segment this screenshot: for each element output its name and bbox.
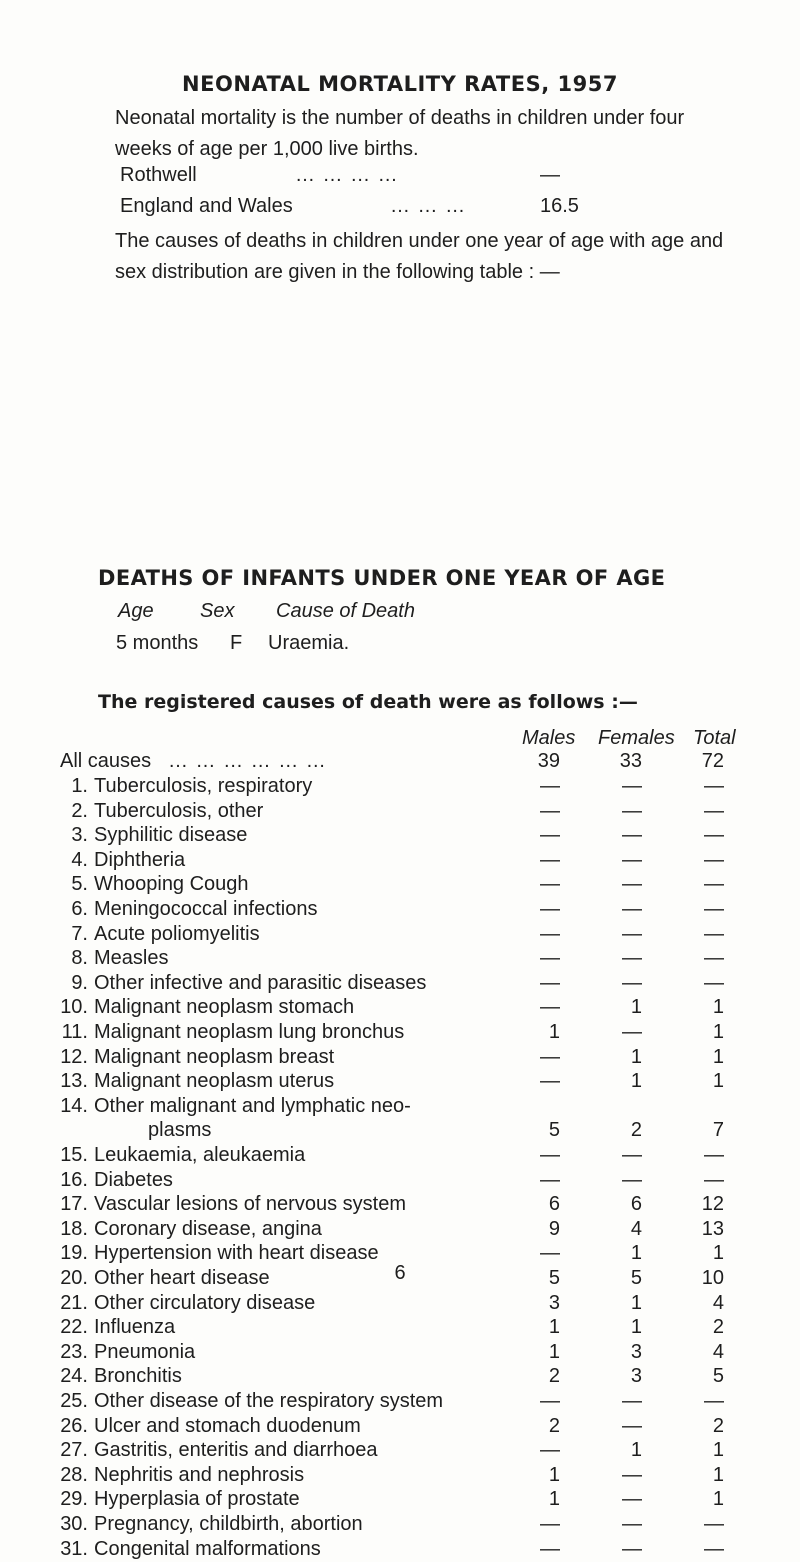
row-number: 18. (60, 1217, 88, 1240)
cell-males: — (540, 848, 560, 871)
cause-label: Ulcer and stomach duodenum (94, 1414, 361, 1437)
cause-label: Other infective and parasitic diseases (94, 971, 427, 994)
cell-females: — (622, 1463, 642, 1486)
cell-females: — (622, 1021, 642, 1043)
cell-males: — (540, 824, 560, 847)
cell-females: 3 (630, 1365, 642, 1388)
col-females: Females (598, 727, 675, 749)
row-number: 4. (71, 848, 88, 871)
cell-males: — (540, 1390, 560, 1412)
cause-label: Gastritis, enteritis and diarrhoea (94, 1439, 378, 1462)
all-causes-label: All causes (60, 750, 152, 772)
page-title: NEONATAL MORTALITY RATES, 1957 (182, 72, 618, 96)
registered-heading: The registered causes of death were as follows :— (98, 691, 638, 713)
col-cause: Cause of Death (276, 600, 415, 622)
all-males: 39 (537, 750, 560, 772)
table-row (0, 898, 800, 922)
row-number: 28. (60, 1463, 88, 1486)
cause-label: Diphtheria (94, 848, 186, 871)
row-number: 17. (60, 1193, 88, 1216)
cell-total: 7 (712, 1119, 724, 1142)
cell-males: — (540, 1537, 560, 1560)
cell-total: 1 (712, 1242, 724, 1265)
row-number: 27. (60, 1439, 88, 1462)
rate-value: — (540, 164, 560, 186)
table-row (0, 1365, 800, 1389)
cell-females: 1 (630, 1070, 642, 1093)
table-row (0, 972, 800, 996)
cause-label: Other malignant and lymphatic neo- (94, 1094, 411, 1117)
cause-label: Tuberculosis, respiratory (94, 775, 313, 797)
row-number: 15. (60, 1144, 88, 1166)
cell-females: 2 (630, 1119, 642, 1142)
cell-total: — (704, 799, 724, 822)
cause-label-continued: plasms (148, 1119, 212, 1142)
cause-label: Malignant neoplasm stomach (94, 996, 355, 1019)
cell-total: 4 (712, 1340, 724, 1363)
cause-label: Acute poliomyelitis (94, 922, 260, 945)
row-number: 20. (60, 1267, 88, 1289)
cell-males: — (540, 775, 560, 797)
cell-males: — (540, 947, 560, 970)
cell-females: — (622, 824, 642, 847)
row-number: 9. (71, 971, 88, 994)
cause-label: Tuberculosis, other (94, 799, 264, 822)
infant-age: 5 months (116, 632, 199, 654)
cause-label: Influenza (94, 1316, 176, 1339)
cell-males: — (540, 1439, 560, 1462)
row-number: 21. (60, 1291, 88, 1314)
cause-label: Other disease of the respiratory system (94, 1390, 444, 1412)
row-number: 24. (60, 1365, 88, 1388)
cell-total: 5 (712, 1365, 724, 1388)
causes-intro-text: The causes of deaths in children under one year of age with age and sex distribution are given in the following table : — (115, 230, 724, 283)
cell-total: — (704, 971, 724, 994)
table-row (0, 1464, 800, 1488)
cell-males: 9 (548, 1217, 560, 1240)
all-total: 72 (701, 750, 724, 772)
cause-label: Coronary disease, angina (94, 1217, 322, 1240)
row-number: 29. (60, 1488, 88, 1511)
all-females: 33 (619, 750, 642, 772)
cause-label: Diabetes (94, 1168, 173, 1191)
cell-females: 3 (630, 1340, 642, 1363)
table-row (0, 1316, 800, 1340)
cell-total: 4 (712, 1291, 724, 1314)
table-row (0, 1513, 800, 1537)
cell-total: — (704, 873, 724, 896)
table-row (0, 1390, 800, 1414)
cell-females: — (622, 1537, 642, 1560)
leader-dots: … … … … … … (168, 750, 327, 772)
cell-females: — (622, 1144, 642, 1166)
table-row (0, 1439, 800, 1463)
cell-total: 12 (701, 1193, 724, 1216)
cell-females: 1 (630, 1316, 642, 1339)
cell-males: — (540, 898, 560, 920)
cell-males: 1 (548, 1488, 560, 1511)
cell-total: 10 (701, 1267, 724, 1289)
leader-dots: … … … … (295, 164, 399, 186)
cell-total: 1 (712, 1439, 724, 1462)
cell-males: — (540, 996, 560, 1019)
cell-females: 4 (630, 1217, 642, 1240)
cell-females: 6 (630, 1193, 642, 1216)
cell-females: — (622, 898, 642, 920)
cell-males: — (540, 1070, 560, 1093)
table-row (0, 849, 800, 873)
cell-females: — (622, 775, 642, 797)
cell-total: — (704, 1144, 724, 1166)
row-number: 2. (71, 799, 88, 822)
cell-males: 1 (548, 1340, 560, 1363)
causes-paragraph (92, 226, 742, 288)
table-row (0, 1193, 800, 1217)
cell-females: 1 (630, 996, 642, 1019)
row-number: 22. (60, 1316, 88, 1339)
table-row (0, 800, 800, 824)
infants-heading: DEATHS OF INFANTS UNDER ONE YEAR OF AGE (98, 566, 666, 590)
cell-females: — (622, 1168, 642, 1191)
cause-label: Meningococcal infections (94, 898, 318, 920)
cell-total: — (704, 922, 724, 945)
row-number: 7. (71, 922, 88, 945)
table-row (0, 1341, 800, 1365)
row-number: 5. (71, 873, 88, 896)
cause-label: Vascular lesions of nervous system (94, 1193, 406, 1216)
row-number: 26. (60, 1414, 88, 1437)
cause-label: Pneumonia (94, 1340, 196, 1363)
row-number: 1. (71, 775, 88, 797)
cause-label: Malignant neoplasm lung bronchus (94, 1021, 405, 1043)
row-number: 10. (60, 996, 88, 1019)
infant-cause: Uraemia. (268, 632, 350, 654)
cell-males: 3 (548, 1291, 560, 1314)
infant-sex: F (230, 632, 243, 654)
cell-females: — (622, 971, 642, 994)
cell-males: — (540, 1513, 560, 1535)
cell-females: — (622, 922, 642, 945)
intro-text: Neonatal mortality is the number of deaths in children under four weeks of age per 1,000 live births. (115, 107, 685, 160)
all-causes-row (0, 750, 800, 774)
cell-females: 1 (630, 1439, 642, 1462)
cause-label: Other circulatory disease (94, 1291, 316, 1314)
cell-males: — (540, 922, 560, 945)
row-number: 19. (60, 1242, 88, 1265)
cause-label: Hypertension with heart disease (94, 1242, 379, 1265)
row-number: 25. (60, 1390, 88, 1412)
cell-males: — (540, 873, 560, 896)
cell-females: — (622, 848, 642, 871)
cell-males: — (540, 1168, 560, 1191)
table-row (0, 1144, 800, 1168)
cell-total: — (704, 947, 724, 970)
cell-females: 5 (630, 1267, 642, 1289)
cell-total: 2 (712, 1414, 724, 1437)
row-number: 12. (60, 1045, 88, 1068)
cell-total: 2 (712, 1316, 724, 1339)
table-row (0, 873, 800, 897)
table-row (0, 1169, 800, 1193)
col-sex: Sex (200, 600, 235, 622)
cell-total: 1 (712, 1045, 724, 1068)
table-row (0, 1218, 800, 1242)
cell-males: 1 (548, 1021, 560, 1043)
cell-total: — (704, 848, 724, 871)
cell-females: — (622, 1513, 642, 1535)
row-number: 6. (71, 898, 88, 920)
cell-total: — (704, 898, 724, 920)
cell-males: — (540, 1144, 560, 1166)
table-row (0, 824, 800, 848)
cell-males: 6 (548, 1193, 560, 1216)
rate-value: 16.5 (540, 195, 579, 217)
cause-label: Pregnancy, childbirth, abortion (94, 1513, 363, 1535)
row-number: 13. (60, 1070, 88, 1093)
row-number: 8. (71, 947, 88, 970)
row-number: 30. (60, 1513, 88, 1535)
row-number: 16. (60, 1168, 88, 1191)
cell-males: 1 (548, 1316, 560, 1339)
cell-total: 1 (712, 1488, 724, 1511)
row-number: 11. (61, 1021, 88, 1043)
cell-total: — (704, 824, 724, 847)
row-number: 14. (60, 1094, 88, 1117)
table-row (0, 1094, 800, 1142)
cell-males: 1 (548, 1463, 560, 1486)
row-number: 3. (71, 824, 88, 847)
cell-males: — (540, 799, 560, 822)
cell-females: 1 (630, 1242, 642, 1265)
cell-total: — (704, 1168, 724, 1191)
cell-total: — (704, 1537, 724, 1560)
cell-males: — (540, 971, 560, 994)
cause-label: Nephritis and nephrosis (94, 1463, 305, 1486)
cell-total: — (704, 1513, 724, 1535)
cell-females: 1 (630, 1045, 642, 1068)
cause-label: Other heart disease (94, 1267, 270, 1289)
cell-total: 1 (712, 996, 724, 1019)
row-number: 23. (60, 1340, 88, 1363)
cell-females: 1 (630, 1291, 642, 1314)
cause-label: Malignant neoplasm breast (94, 1045, 335, 1068)
cell-total: 1 (712, 1021, 724, 1043)
rate-label: Rothwell (120, 164, 197, 186)
table-row (0, 1070, 800, 1094)
col-total: Total (693, 727, 736, 749)
cell-total: — (704, 1390, 724, 1412)
cell-females: — (622, 1390, 642, 1412)
table-row (0, 947, 800, 971)
cell-males: 2 (548, 1414, 560, 1437)
cell-females: — (622, 799, 642, 822)
intro-paragraph (92, 103, 742, 165)
cell-total: 1 (712, 1070, 724, 1093)
cell-females: — (622, 947, 642, 970)
cell-females: — (622, 1488, 642, 1511)
cell-total: — (704, 775, 724, 797)
cell-total: 13 (701, 1217, 724, 1240)
table-row (0, 1538, 800, 1562)
cause-label: Bronchitis (94, 1365, 182, 1388)
table-row (0, 923, 800, 947)
cell-males: 2 (548, 1365, 560, 1388)
cause-label: Hyperplasia of prostate (94, 1488, 300, 1511)
cell-males: 5 (548, 1119, 560, 1142)
leader-dots: … … … (390, 195, 467, 217)
cell-total: 1 (712, 1463, 724, 1486)
cell-females: — (622, 873, 642, 896)
table-row (0, 1046, 800, 1070)
table-row (0, 775, 800, 799)
cell-males: — (540, 1242, 560, 1265)
table-row (0, 1292, 800, 1316)
col-males: Males (522, 727, 576, 749)
table-row (0, 1415, 800, 1439)
cause-label: Measles (94, 947, 169, 970)
rate-label: England and Wales (120, 195, 293, 217)
cause-label: Congenital malformations (94, 1537, 321, 1560)
row-number: 31. (60, 1537, 88, 1560)
page-number: 6 (394, 1262, 406, 1284)
cause-label: Malignant neoplasm uterus (94, 1070, 335, 1093)
cell-males: 5 (548, 1267, 560, 1289)
table-row (0, 1021, 800, 1045)
cause-label: Leukaemia, aleukaemia (94, 1144, 306, 1166)
col-age: Age (118, 600, 154, 622)
cause-label: Whooping Cough (94, 873, 249, 896)
cell-females: — (622, 1414, 642, 1437)
table-row (0, 1488, 800, 1512)
cause-label: Syphilitic disease (94, 824, 248, 847)
cell-males: — (540, 1045, 560, 1068)
table-row (0, 996, 800, 1020)
